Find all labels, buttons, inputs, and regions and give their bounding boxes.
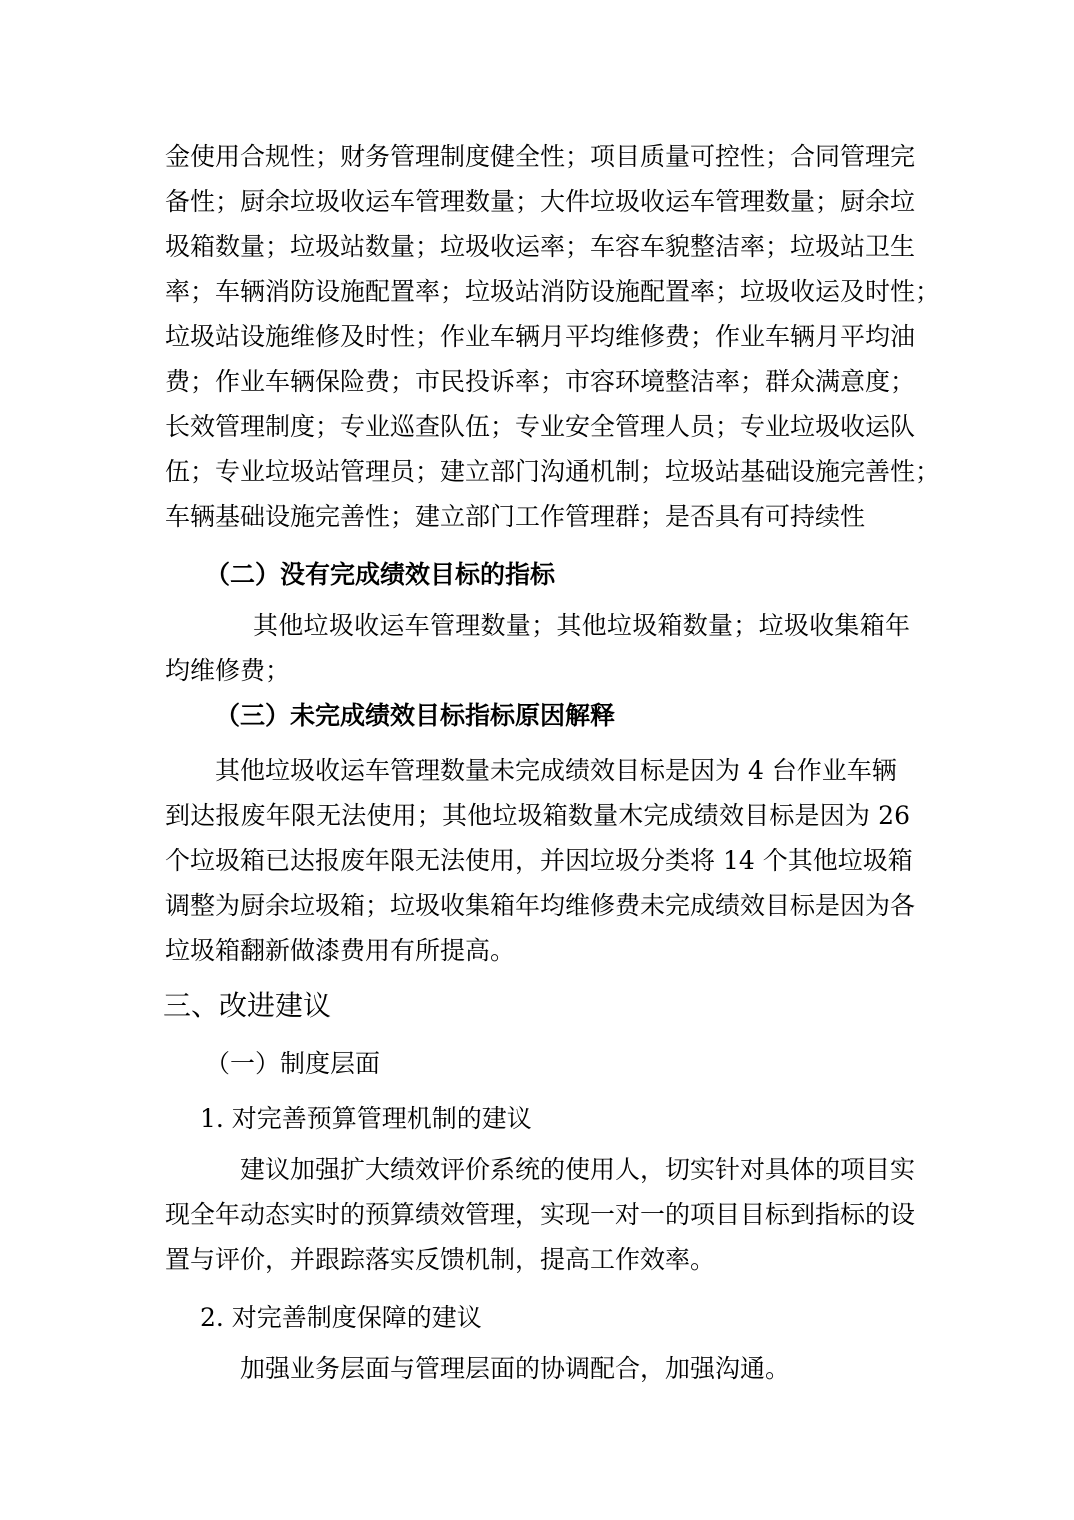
paragraph-line: 费；作业车辆保险费；市民投诉率；市容环境整洁率；群众满意度； (165, 367, 916, 396)
paragraph-line: 垃圾箱翻新做漆费用有所提高。 (165, 936, 516, 965)
subsection-heading-budget-mechanism: 1. 对完善预算管理机制的建议 (200, 1104, 532, 1133)
paragraph-line: 建议加强扩大绩效评价系统的使用人，切实针对具体的项目实 (240, 1155, 916, 1184)
paragraph-line: 置与评价，并跟踪落实反馈机制，提高工作效率。 (165, 1245, 716, 1274)
subsection-heading-institutional-guarantee: 2. 对完善制度保障的建议 (200, 1303, 482, 1332)
paragraph-line: 均维修费； (165, 656, 291, 685)
section-heading-unmet-indicators: （二）没有完成绩效目标的指标 (205, 560, 556, 589)
paragraph-line: 现全年动态实时的预算绩效管理，实现一对一的项目目标到指标的设 (165, 1200, 916, 1229)
section-heading-reason-explanation: （三）未完成绩效目标指标原因解释 (215, 701, 616, 730)
paragraph-line: 金使用合规性；财务管理制度健全性；项目质量可控性；合同管理完 (165, 142, 916, 171)
section-heading-institutional-level: （一）制度层面 (205, 1049, 381, 1078)
paragraph-line: 其他垃圾收运车管理数量未完成绩效目标是因为 4 台作业车辆 (215, 756, 897, 785)
paragraph-line: 个垃圾箱已达报废年限无法使用，并因垃圾分类将 14 个其他垃圾箱 (165, 846, 913, 875)
paragraph-line: 车辆基础设施完善性；建立部门工作管理群；是否具有可持续性 (165, 502, 866, 531)
paragraph-line: 备性；厨余垃圾收运车管理数量；大件垃圾收运车管理数量；厨余垃 (165, 187, 916, 216)
paragraph-line: 垃圾站设施维修及时性；作业车辆月平均维修费；作业车辆月平均油 (165, 322, 916, 351)
chapter-heading-improvement-suggestions: 三、改进建议 (163, 989, 332, 1022)
paragraph-line: 调整为厨余垃圾箱；垃圾收集箱年均维修费未完成绩效目标是因为各 (165, 891, 916, 920)
paragraph-line: 加强业务层面与管理层面的协调配合，加强沟通。 (240, 1354, 791, 1383)
paragraph-line: 伍；专业垃圾站管理员；建立部门沟通机制；垃圾站基础设施完善性； (165, 457, 941, 486)
paragraph-line: 到达报废年限无法使用；其他垃圾箱数量木完成绩效目标是因为 26 (165, 801, 910, 830)
paragraph-line: 圾箱数量；垃圾站数量；垃圾收运率；车容车貌整洁率；垃圾站卫生 (165, 232, 916, 261)
paragraph-line: 其他垃圾收运车管理数量；其他垃圾箱数量；垃圾收集箱年 (253, 611, 910, 640)
paragraph-line: 率；车辆消防设施配置率；垃圾站消防设施配置率；垃圾收运及时性； (165, 277, 941, 306)
paragraph-line: 长效管理制度；专业巡查队伍；专业安全管理人员；专业垃圾收运队 (165, 412, 916, 441)
